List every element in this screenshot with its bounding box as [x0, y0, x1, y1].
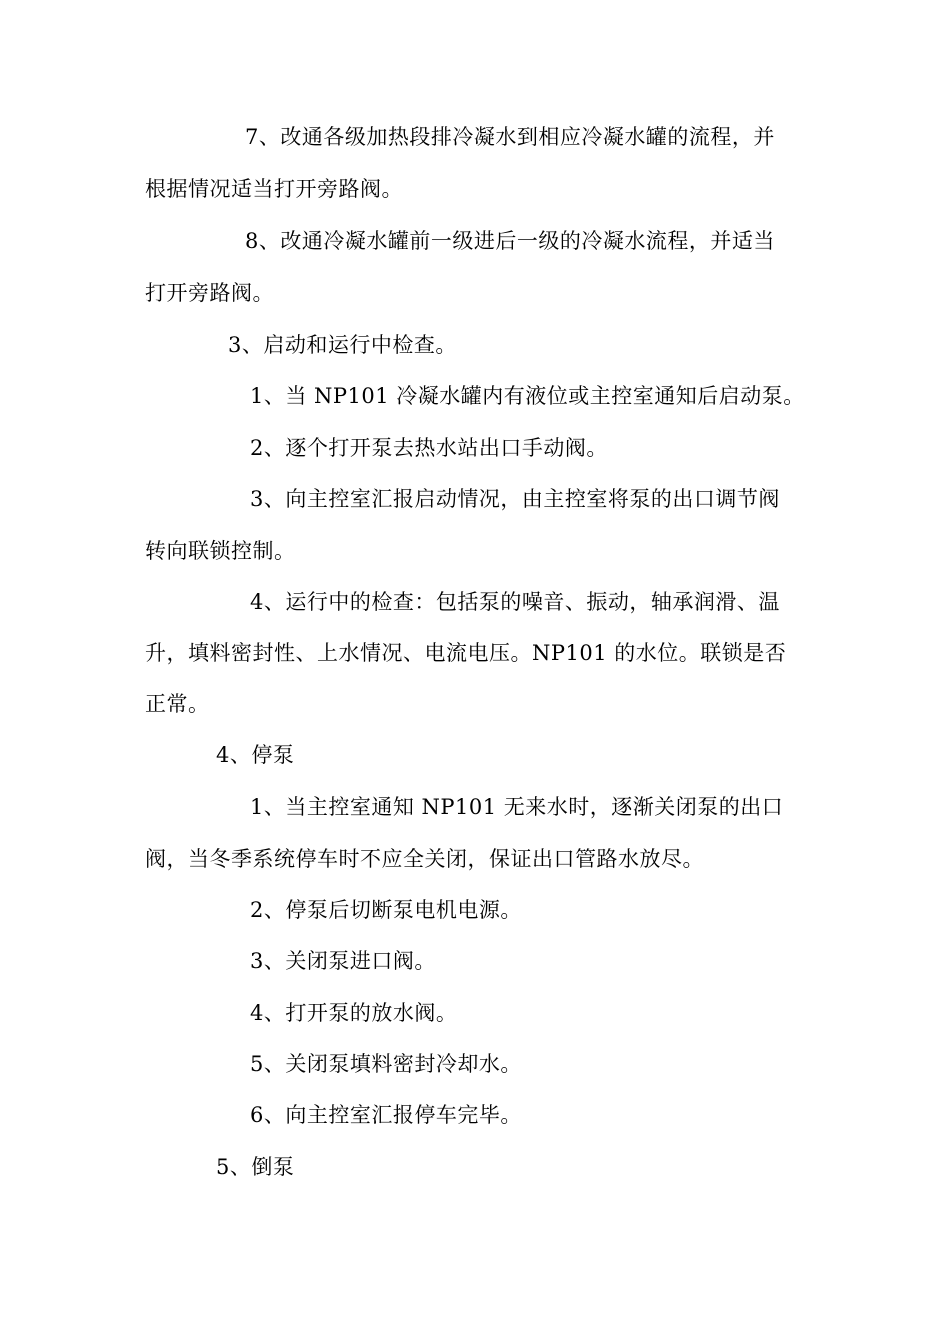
paragraph-line: 5、关闭泵填料密封冷却水。: [250, 1052, 522, 1076]
paragraph-line: 4、运行中的检查：包括泵的噪音、振动，轴承润滑、温: [250, 590, 780, 614]
paragraph-line: 升，填料密封性、上水情况、电流电压。NP101 的水位。联锁是否: [145, 641, 787, 665]
paragraph-line: 3、向主控室汇报启动情况，由主控室将泵的出口调节阀: [250, 487, 780, 511]
paragraph-line: 1、当主控室通知 NP101 无来水时，逐渐关闭泵的出口: [250, 795, 784, 819]
paragraph-line: 4、打开泵的放水阀。: [250, 1001, 458, 1025]
paragraph-line: 2、停泵后切断泵电机电源。: [250, 898, 522, 922]
paragraph-line: 打开旁路阀。: [145, 281, 274, 305]
paragraph-line: 8、改通冷凝水罐前一级进后一级的冷凝水流程，并适当: [245, 229, 775, 253]
paragraph-line: 6、向主控室汇报停车完毕。: [250, 1103, 522, 1127]
paragraph-line: 转向联锁控制。: [145, 539, 296, 563]
paragraph-line: 正常。: [145, 692, 210, 716]
paragraph-line: 3、关闭泵进口阀。: [250, 949, 436, 973]
paragraph-line: 2、逐个打开泵去热水站出口手动阀。: [250, 436, 608, 460]
paragraph-line: 根据情况适当打开旁路阀。: [145, 177, 403, 201]
paragraph-line: 7、改通各级加热段排冷凝水到相应冷凝水罐的流程，并: [245, 125, 775, 149]
section-heading: 5、倒泵: [216, 1155, 295, 1179]
section-heading: 3、启动和运行中检查。: [228, 333, 457, 357]
paragraph-line: 1、当 NP101 冷凝水罐内有液位或主控室通知后启动泵。: [250, 384, 805, 408]
paragraph-line: 阀，当冬季系统停车时不应全关闭，保证出口管路水放尽。: [145, 847, 704, 871]
section-heading: 4、停泵: [216, 743, 295, 767]
